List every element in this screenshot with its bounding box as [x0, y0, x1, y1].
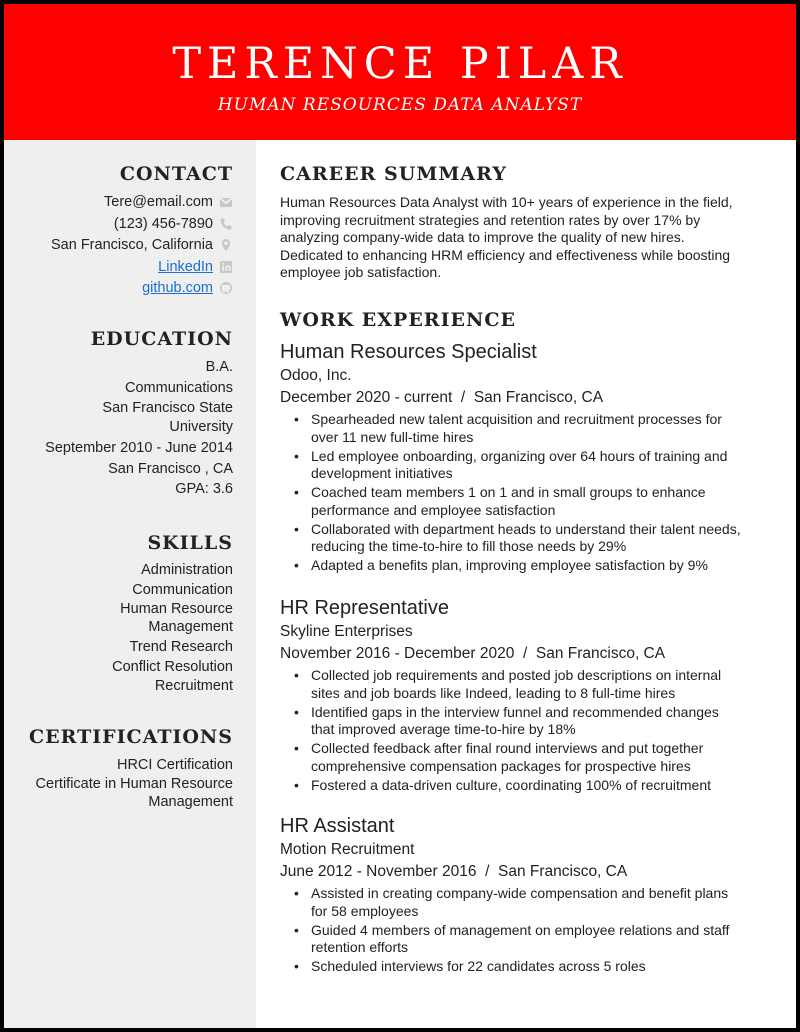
job-dates: December 2020 - current / San Francisco, CA — [280, 389, 604, 406]
contact-email-text: Tere@email.com — [104, 194, 213, 210]
candidate-name: TERENCE PILAR — [172, 39, 628, 89]
job-company: Motion Recruitment — [280, 841, 415, 858]
job-dates: June 2012 - November 2016 / San Francisco, CA — [280, 863, 628, 880]
job-bullet: • Collected job requirements and posted job descriptions on internal sites and job boards like Indeed, leading to 8 full-time hires — [311, 667, 741, 702]
contact-github — [4, 278, 233, 300]
job-bullets — [280, 411, 780, 575]
certification-item-cont: Management — [148, 794, 233, 810]
linkedin-link[interactable]: LinkedIn — [158, 258, 213, 275]
certification-item: Certificate in Human Resource — [35, 776, 233, 792]
job-bullet: • Assisted in creating company-wide compensation and benefit plans for 58 employees — [311, 885, 741, 920]
job-title: HR Representative — [280, 597, 449, 619]
job-entry — [280, 339, 780, 576]
contact-heading: CONTACT — [119, 163, 233, 185]
certification-item: HRCI Certification — [116, 757, 233, 773]
summary-text: Human Resources Data Analyst with 10+ years of experience in the field, improving recruitment strategies and retention rates by over 17% by analyzing company-wide data to improve the quality of new hires. Dedicated to enhancing HRM efficiency and effectiveness while boosting employee job satisfaction. — [280, 194, 733, 280]
job-bullet: • Identified gaps in the interview funnel and recommended changes that improved average time-to-hire by 18% — [311, 704, 741, 739]
job-bullet: • Fostered a data-driven culture, coordinating 100% of recruitment — [311, 777, 741, 795]
experience-heading: WORK EXPERIENCE — [280, 309, 516, 331]
skill-item: Communication — [132, 581, 233, 598]
skill-item-cont: Management — [148, 619, 233, 635]
github-icon — [219, 281, 233, 295]
skill-item: Conflict Resolution — [112, 658, 233, 675]
contact-section — [4, 162, 233, 300]
resume-page — [4, 4, 796, 1028]
education-degree: B.A. — [205, 359, 233, 375]
skill-item: Recruitment — [154, 678, 233, 694]
job-entry — [280, 595, 780, 796]
resume-header — [4, 4, 796, 140]
job-title: HR Assistant — [280, 815, 395, 837]
skill-item: Administration — [141, 562, 233, 578]
job-bullet: • Scheduled interviews for 22 candidates across 5 roles — [311, 958, 741, 976]
job-bullet: • Adapted a benefits plan, improving employee satisfaction by 9% — [311, 557, 741, 575]
education-location: San Francisco , CA — [108, 461, 233, 477]
sidebar — [4, 140, 256, 1028]
skills-section — [4, 531, 233, 697]
candidate-title: HUMAN RESOURCES DATA ANALYST — [217, 95, 583, 115]
skill-item: Trend Research — [129, 638, 233, 655]
linkedin-icon — [219, 260, 233, 274]
education-field: Communications — [125, 380, 233, 396]
job-bullet: • Collaborated with department heads to understand their talent needs, reducing the time-to-hire to fill those needs by 29% — [311, 521, 741, 556]
contact-email — [4, 192, 233, 214]
summary-heading: CAREER SUMMARY — [280, 163, 507, 185]
github-link[interactable]: github.com — [142, 280, 213, 296]
job-entry — [280, 813, 780, 977]
job-bullet: • Spearheaded new talent acquisition and recruitment processes for over 11 new full-time hires — [311, 411, 741, 446]
job-dates: November 2016 - December 2020 / San Francisco, CA — [280, 645, 666, 662]
education-dates: September 2010 - June 2014 — [45, 440, 233, 456]
skills-heading: SKILLS — [147, 532, 233, 554]
contact-phone — [4, 214, 233, 236]
envelope-icon — [219, 195, 233, 209]
job-title: Human Resources Specialist — [280, 341, 537, 363]
contact-location — [4, 235, 233, 257]
education-section — [4, 327, 233, 499]
education-school: San Francisco State — [102, 400, 233, 416]
job-bullet: • Led employee onboarding, organizing over 64 hours of training and development initiatives — [311, 448, 741, 483]
job-bullet: • Guided 4 members of management on employee relations and staff retention efforts — [311, 922, 741, 957]
job-bullets — [280, 667, 780, 794]
education-heading: EDUCATION — [90, 328, 233, 350]
certifications-heading: CERTIFICATIONS — [29, 726, 233, 748]
contact-phone-text: (123) 456-7890 — [113, 215, 213, 232]
phone-icon — [219, 217, 233, 231]
education-gpa: GPA: 3.6 — [175, 481, 233, 497]
job-bullets — [280, 885, 780, 976]
certifications-section — [4, 725, 233, 811]
contact-location-text: San Francisco, California — [51, 237, 213, 253]
job-company: Skyline Enterprises — [280, 623, 413, 640]
job-bullet: • Collected feedback after final round interviews and put together comprehensive compensation packages for prospective hires — [311, 740, 741, 775]
education-school-cont: University — [169, 419, 233, 435]
skill-item: Human Resource — [120, 601, 233, 617]
job-bullet: • Coached team members 1 on 1 and in small groups to enhance performance and employee satisfaction — [311, 484, 741, 519]
contact-linkedin — [4, 257, 233, 279]
location-pin-icon — [219, 238, 233, 252]
job-company: Odoo, Inc. — [280, 367, 352, 384]
